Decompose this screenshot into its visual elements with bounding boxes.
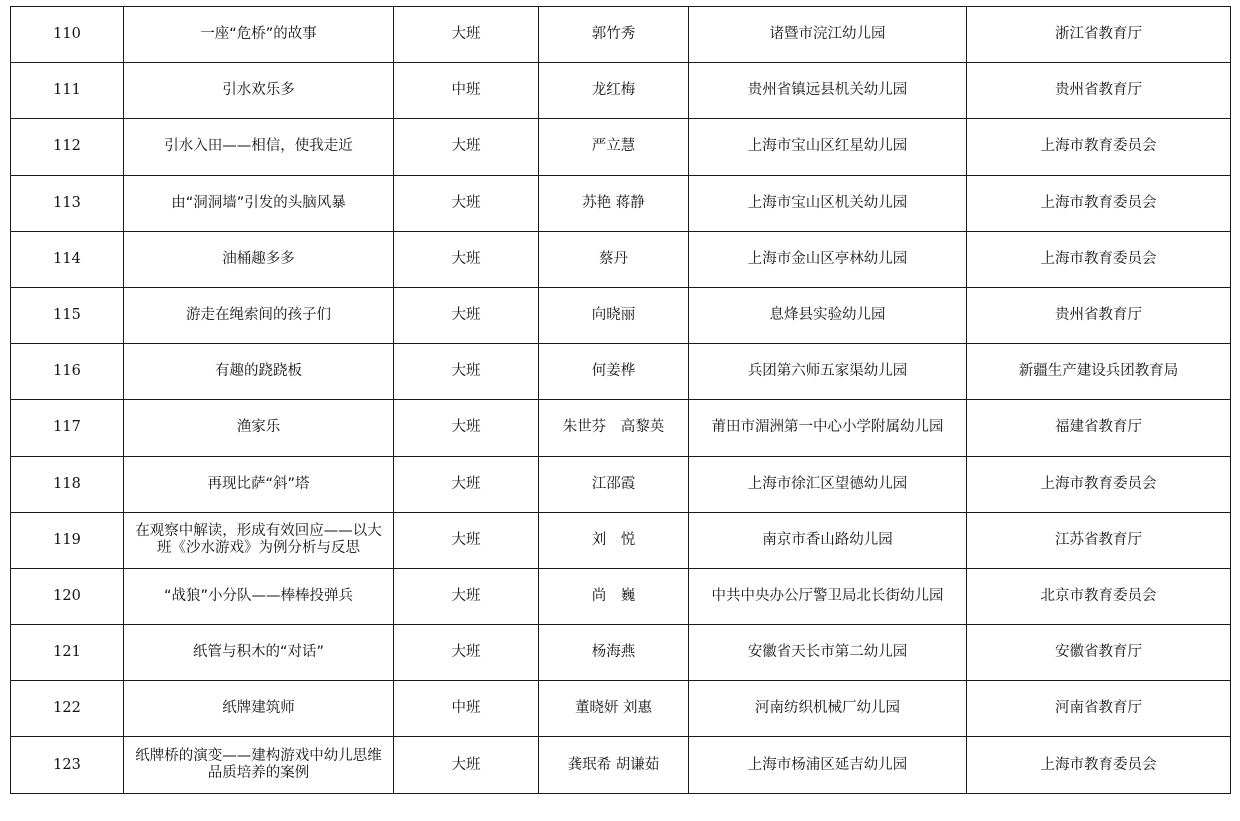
kindergarten-name: 上海市杨浦区延吉幼儿园 bbox=[689, 737, 967, 793]
class-level: 大班 bbox=[394, 287, 539, 343]
row-number: 122 bbox=[11, 681, 124, 737]
case-title: 再现比萨“斜”塔 bbox=[124, 456, 394, 512]
recommending-department: 新疆生产建设兵团教育局 bbox=[967, 344, 1231, 400]
kindergarten-name: 河南纺织机械厂幼儿园 bbox=[689, 681, 967, 737]
kindergarten-name: 上海市宝山区机关幼儿园 bbox=[689, 175, 967, 231]
table-row bbox=[11, 737, 1231, 793]
award-list-table bbox=[10, 6, 1231, 794]
recommending-department: 上海市教育委员会 bbox=[967, 175, 1231, 231]
table-row bbox=[11, 231, 1231, 287]
row-number: 112 bbox=[11, 119, 124, 175]
table-row bbox=[11, 400, 1231, 456]
recommending-department: 上海市教育委员会 bbox=[967, 737, 1231, 793]
case-title: 游走在绳索间的孩子们 bbox=[124, 287, 394, 343]
row-number: 120 bbox=[11, 568, 124, 624]
table-row bbox=[11, 63, 1231, 119]
recommending-department: 浙江省教育厅 bbox=[967, 7, 1231, 63]
author-names: 何姜桦 bbox=[539, 344, 689, 400]
table-row bbox=[11, 344, 1231, 400]
author-names: 向晓丽 bbox=[539, 287, 689, 343]
kindergarten-name: 兵团第六师五家渠幼儿园 bbox=[689, 344, 967, 400]
kindergarten-name: 诸暨市浣江幼儿园 bbox=[689, 7, 967, 63]
author-names: 江邵霞 bbox=[539, 456, 689, 512]
recommending-department: 江苏省教育厅 bbox=[967, 512, 1231, 568]
row-number: 114 bbox=[11, 231, 124, 287]
table-row bbox=[11, 287, 1231, 343]
class-level: 大班 bbox=[394, 737, 539, 793]
kindergarten-name: 安徽省天长市第二幼儿园 bbox=[689, 625, 967, 681]
author-names: 苏艳 蒋静 bbox=[539, 175, 689, 231]
recommending-department: 上海市教育委员会 bbox=[967, 231, 1231, 287]
case-title: 由“洞洞墙”引发的头脑风暴 bbox=[124, 175, 394, 231]
class-level: 大班 bbox=[394, 625, 539, 681]
kindergarten-name: 息烽县实验幼儿园 bbox=[689, 287, 967, 343]
recommending-department: 上海市教育委员会 bbox=[967, 119, 1231, 175]
table-row bbox=[11, 175, 1231, 231]
table-row bbox=[11, 7, 1231, 63]
recommending-department: 福建省教育厅 bbox=[967, 400, 1231, 456]
table-row bbox=[11, 512, 1231, 568]
row-number: 113 bbox=[11, 175, 124, 231]
row-number: 111 bbox=[11, 63, 124, 119]
class-level: 大班 bbox=[394, 512, 539, 568]
case-title: 引水入田——相信，使我走近 bbox=[124, 119, 394, 175]
table-body bbox=[11, 7, 1231, 794]
author-names: 尚 巍 bbox=[539, 568, 689, 624]
row-number: 117 bbox=[11, 400, 124, 456]
author-names: 郭竹秀 bbox=[539, 7, 689, 63]
recommending-department: 北京市教育委员会 bbox=[967, 568, 1231, 624]
class-level: 中班 bbox=[394, 681, 539, 737]
case-title: 一座“危桥”的故事 bbox=[124, 7, 394, 63]
table-row bbox=[11, 568, 1231, 624]
case-title: 有趣的跷跷板 bbox=[124, 344, 394, 400]
row-number: 115 bbox=[11, 287, 124, 343]
row-number: 119 bbox=[11, 512, 124, 568]
case-title: “战狼”小分队——棒棒投弹兵 bbox=[124, 568, 394, 624]
recommending-department: 贵州省教育厅 bbox=[967, 63, 1231, 119]
author-names: 龚珉希 胡谦茹 bbox=[539, 737, 689, 793]
class-level: 中班 bbox=[394, 63, 539, 119]
kindergarten-name: 上海市宝山区红星幼儿园 bbox=[689, 119, 967, 175]
author-names: 刘 悦 bbox=[539, 512, 689, 568]
class-level: 大班 bbox=[394, 456, 539, 512]
recommending-department: 安徽省教育厅 bbox=[967, 625, 1231, 681]
kindergarten-name: 中共中央办公厅警卫局北长街幼儿园 bbox=[689, 568, 967, 624]
kindergarten-name: 上海市徐汇区望德幼儿园 bbox=[689, 456, 967, 512]
case-title: 引水欢乐多 bbox=[124, 63, 394, 119]
row-number: 118 bbox=[11, 456, 124, 512]
case-title: 纸牌建筑师 bbox=[124, 681, 394, 737]
table-row bbox=[11, 456, 1231, 512]
author-names: 蔡丹 bbox=[539, 231, 689, 287]
kindergarten-name: 贵州省镇远县机关幼儿园 bbox=[689, 63, 967, 119]
table-row bbox=[11, 681, 1231, 737]
author-names: 龙红梅 bbox=[539, 63, 689, 119]
class-level: 大班 bbox=[394, 400, 539, 456]
class-level: 大班 bbox=[394, 344, 539, 400]
recommending-department: 河南省教育厅 bbox=[967, 681, 1231, 737]
table-row bbox=[11, 119, 1231, 175]
row-number: 121 bbox=[11, 625, 124, 681]
author-names: 严立慧 bbox=[539, 119, 689, 175]
author-names: 董晓妍 刘惠 bbox=[539, 681, 689, 737]
case-title: 纸牌桥的演变——建构游戏中幼儿思维品质培养的案例 bbox=[124, 737, 394, 793]
case-title: 纸管与积木的“对话” bbox=[124, 625, 394, 681]
recommending-department: 上海市教育委员会 bbox=[967, 456, 1231, 512]
row-number: 123 bbox=[11, 737, 124, 793]
row-number: 116 bbox=[11, 344, 124, 400]
author-names: 杨海燕 bbox=[539, 625, 689, 681]
table-row bbox=[11, 625, 1231, 681]
kindergarten-name: 上海市金山区亭林幼儿园 bbox=[689, 231, 967, 287]
case-title: 在观察中解读，形成有效回应——以大班《沙水游戏》为例分析与反思 bbox=[124, 512, 394, 568]
recommending-department: 贵州省教育厅 bbox=[967, 287, 1231, 343]
class-level: 大班 bbox=[394, 119, 539, 175]
class-level: 大班 bbox=[394, 568, 539, 624]
author-names: 朱世芬 高黎英 bbox=[539, 400, 689, 456]
class-level: 大班 bbox=[394, 175, 539, 231]
class-level: 大班 bbox=[394, 231, 539, 287]
case-title: 油桶趣多多 bbox=[124, 231, 394, 287]
class-level: 大班 bbox=[394, 7, 539, 63]
case-title: 渔家乐 bbox=[124, 400, 394, 456]
row-number: 110 bbox=[11, 7, 124, 63]
kindergarten-name: 南京市香山路幼儿园 bbox=[689, 512, 967, 568]
kindergarten-name: 莆田市湄洲第一中心小学附属幼儿园 bbox=[689, 400, 967, 456]
